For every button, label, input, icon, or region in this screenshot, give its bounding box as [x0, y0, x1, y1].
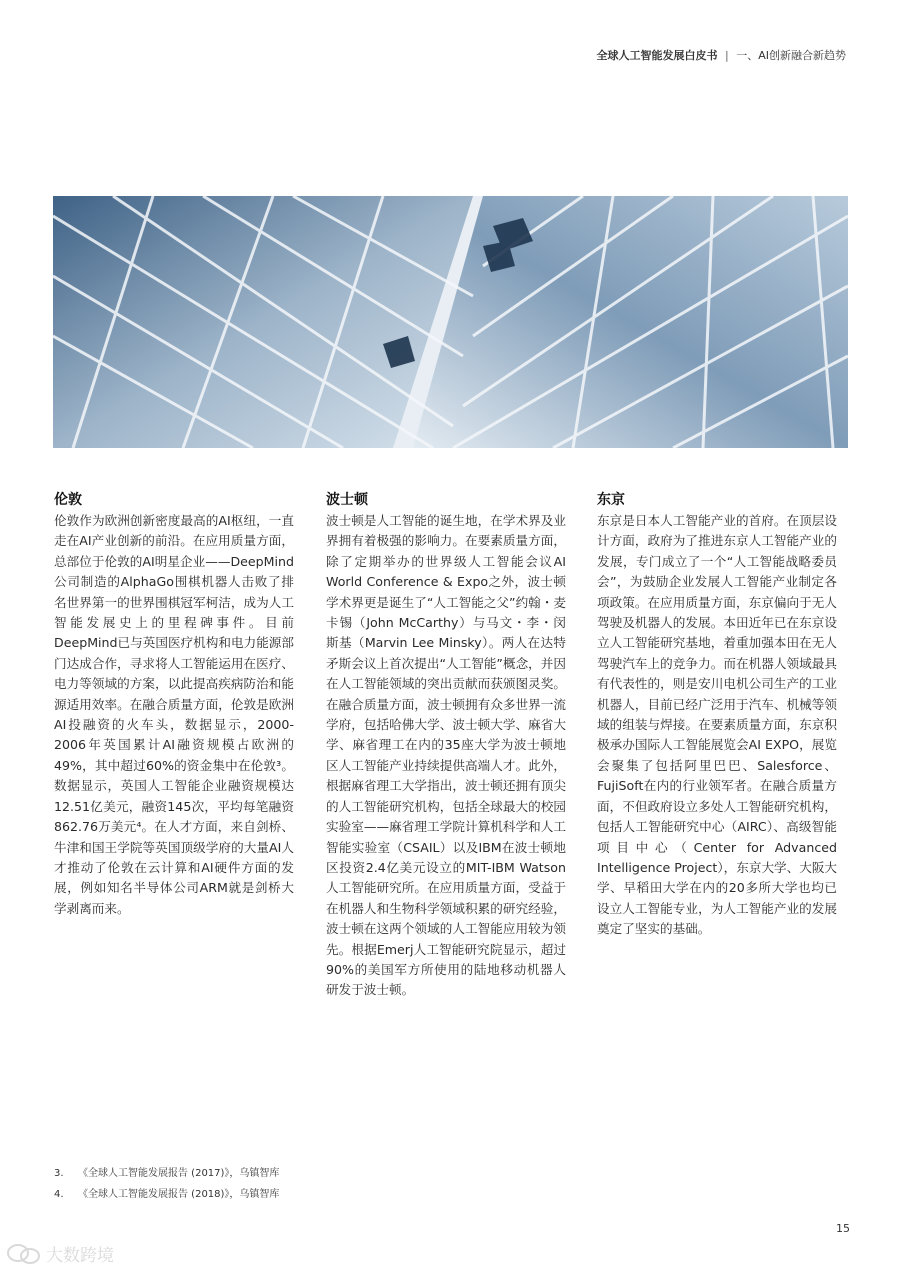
- wechat-bubble-logo-icon: [6, 1243, 42, 1265]
- section-title: 一、AI创新融合新趋势: [736, 49, 846, 62]
- city-body-tokyo: 东京是日本人工智能产业的首府。在顶层设计方面，政府为了推进东京人工智能产业的发展，专门成立了一个“人工智能战略委员会”，为鼓励企业发展人工智能产业制定各项政策。在应用质量方面，东京偏向于无人驾驶及机器人的发展。本田近年已在东京设立人工智能研究基地，着重加强本田在无人驾驶汽车上的竞争力。而在机器人领域最具有代表性的，则是安川电机公司生产的工业机器人，目前已经广泛用于汽车、机械等领域的组装与焊接。在要素质量方面，东京积极承办国际人工智能展览会AI EXPO，展览会聚集了包括阿里巴巴、Salesforce、FujiSoft在内的行业领军者。在融合质量方面，不但政府设立多处人工智能研究机构，包括人工智能研究中心（AIRC）、高级智能项目中心（Center for Advanced Intelligence Project），东京大学、大阪大学、早稻田大学在内的20多所大学也均已设立人工智能专业，为人工智能产业的发展奠定了坚实的基础。: [597, 513, 838, 937]
- city-heading-boston: 波士顿: [326, 492, 368, 508]
- city-heading-tokyo: 东京: [597, 492, 625, 508]
- column-boston: [326, 490, 566, 1001]
- city-heading-london: 伦敦: [54, 492, 82, 508]
- page-number: 15: [836, 1222, 850, 1235]
- document-title: 全球人工智能发展白皮书: [596, 49, 718, 62]
- footnote-text: 《全球人工智能发展报告 (2017)》，乌镇智库: [78, 1168, 280, 1179]
- footnote-number: 3.: [54, 1168, 64, 1179]
- city-body-london: 伦敦作为欧洲创新密度最高的AI枢纽，一直走在AI产业创新的前沿。在应用质量方面，总部位于伦敦的AI明星企业——DeepMind公司制造的AlphaGo围棋机器人击败了排名世界第一的世界围棋冠军柯洁，成为人工智能发展史上的里程碑事件。目前DeepMind已与英国医疗机构和电力能源部门达成合作，寻求将人工智能运用在医疗、电力等领域的方案，以此提高疾病防治和能源适用效率。在融合质量方面，伦敦是欧洲AI投融资的火车头，数据显示，2000-2006年英国累计AI融资规模占欧洲的49%，其中超过60%的资金集中在伦敦³。数据显示，英国人工智能企业融资规模达12.51亿美元，融资145次，平均每笔融资862.76万美元⁴。在人才方面，来自剑桥、牛津和国王学院等英国顶级学府的大量AI人才推动了伦敦在云计算和AI硬件方面的发展，例如知名半导体公司ARM就是剑桥大学剥离而来。: [54, 513, 294, 916]
- footnote-item: [54, 1184, 279, 1205]
- hero-image: [53, 196, 848, 448]
- watermark: [6, 1241, 114, 1266]
- header-separator: |: [725, 49, 729, 62]
- footnotes: [54, 1163, 279, 1205]
- footnote-number: 4.: [54, 1189, 64, 1200]
- running-header: [597, 47, 847, 63]
- glass-skyscraper-photo-icon: [53, 196, 848, 448]
- footnote-text: 《全球人工智能发展报告 (2018)》，乌镇智库: [78, 1189, 280, 1200]
- watermark-text: 大数跨境: [46, 1246, 114, 1266]
- column-tokyo: [597, 490, 837, 940]
- column-london: [54, 490, 294, 919]
- footnote-item: [54, 1163, 279, 1184]
- city-body-boston: 波士顿是人工智能的诞生地，在学术界及业界拥有着极强的影响力。在要素质量方面，除了定期举办的世界级人工智能会议AI World Conference & Expo之外，波士顿学术界更是诞生了“人工智能之父”约翰・麦卡锡（John McCarthy）与马文・李・闵斯基（Marvin Lee Minsky）。两人在达特矛斯会议上首次提出“人工智能”概念，并因在人工智能领域的突出贡献而获颁图灵奖。在融合质量方面，波士顿拥有众多世界一流学府，包括哈佛大学、波士顿大学、麻省大学、麻省理工在内的35座大学为波士顿地区人工智能产业持续提供高端人才。此外，根据麻省理工大学指出，波士顿还拥有顶尖的人工智能研究机构，包括全球最大的校园实验室——麻省理工学院计算机科学和人工智能实验室（CSAIL）以及IBM在波士顿地区投资2.4亿美元设立的MIT-IBM Watson人工智能研究所。在应用质量方面，受益于在机器人和生物科学领域积累的研究经验，波士顿在这两个领域的人工智能应用较为领先。根据Emerj人工智能研究院显示，超过90%的美国军方所使用的陆地移动机器人研发于波士顿。: [326, 513, 566, 998]
